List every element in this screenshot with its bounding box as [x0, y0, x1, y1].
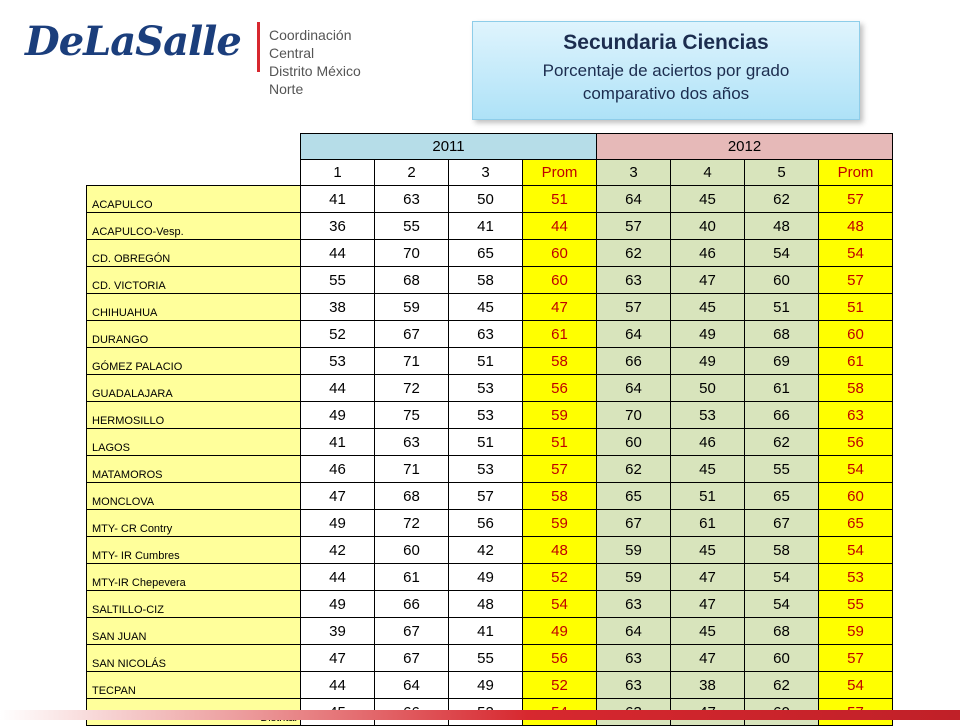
school-name-cell: MTY- IR Cumbres — [87, 537, 301, 564]
score-cell: 66 — [745, 402, 819, 429]
score-cell: 61 — [523, 321, 597, 348]
subtitle-line-1: Porcentaje de aciertos por grado — [542, 61, 790, 80]
score-cell: 66 — [375, 591, 449, 618]
score-cell: 38 — [301, 294, 375, 321]
score-cell: 60 — [597, 429, 671, 456]
year-header-2012: 2012 — [597, 134, 893, 160]
score-cell: 47 — [671, 267, 745, 294]
score-cell: 45 — [449, 294, 523, 321]
score-cell: 70 — [597, 402, 671, 429]
header-blank-cell — [87, 160, 301, 186]
score-cell: 61 — [671, 510, 745, 537]
score-cell: 40 — [671, 213, 745, 240]
score-cell: 75 — [375, 402, 449, 429]
score-cell: 63 — [597, 645, 671, 672]
score-cell: 47 — [671, 564, 745, 591]
score-cell: 72 — [375, 510, 449, 537]
school-name-cell: LAGOS — [87, 429, 301, 456]
score-cell: 52 — [523, 672, 597, 699]
logo-coordination-text — [269, 26, 385, 98]
score-cell: 52 — [523, 564, 597, 591]
table-row — [87, 564, 893, 591]
score-cell: 58 — [745, 537, 819, 564]
score-cell: 58 — [819, 375, 893, 402]
score-cell: 44 — [301, 564, 375, 591]
score-cell: 60 — [819, 321, 893, 348]
score-cell: 41 — [449, 618, 523, 645]
score-cell: 63 — [375, 186, 449, 213]
grade-header-cell: Prom — [819, 160, 893, 186]
table-row — [87, 348, 893, 375]
subtitle-line-2: comparativo dos años — [582, 84, 750, 103]
score-cell: 48 — [819, 213, 893, 240]
grade-header-cell: 4 — [671, 160, 745, 186]
score-cell: 64 — [597, 375, 671, 402]
school-name-cell: DURANGO — [87, 321, 301, 348]
table-row — [87, 294, 893, 321]
score-cell: 63 — [449, 321, 523, 348]
score-cell: 47 — [671, 591, 745, 618]
score-cell: 63 — [819, 402, 893, 429]
logo-divider — [257, 22, 260, 72]
score-cell: 71 — [375, 348, 449, 375]
score-cell: 41 — [301, 186, 375, 213]
score-cell: 60 — [745, 645, 819, 672]
table-row — [87, 483, 893, 510]
score-cell: 41 — [301, 429, 375, 456]
score-cell: 54 — [819, 456, 893, 483]
score-cell: 54 — [745, 564, 819, 591]
results-table — [86, 133, 893, 726]
score-cell: 57 — [449, 483, 523, 510]
score-cell: 61 — [745, 375, 819, 402]
score-cell: 53 — [449, 456, 523, 483]
score-cell: 49 — [301, 402, 375, 429]
score-cell: 51 — [745, 294, 819, 321]
school-name-cell: CD. OBREGÓN — [87, 240, 301, 267]
score-cell: 64 — [597, 321, 671, 348]
school-name-cell: MATAMOROS — [87, 456, 301, 483]
score-cell: 63 — [597, 267, 671, 294]
score-cell: 49 — [449, 672, 523, 699]
score-cell: 44 — [301, 240, 375, 267]
score-cell: 59 — [375, 294, 449, 321]
score-cell: 38 — [671, 672, 745, 699]
grade-header-cell: 3 — [449, 160, 523, 186]
school-name-cell: MTY- CR Contry — [87, 510, 301, 537]
score-cell: 58 — [449, 267, 523, 294]
score-cell: 47 — [671, 645, 745, 672]
score-cell: 59 — [819, 618, 893, 645]
table-row — [87, 213, 893, 240]
score-cell: 55 — [375, 213, 449, 240]
score-cell: 54 — [745, 240, 819, 267]
score-cell: 47 — [301, 483, 375, 510]
score-cell: 53 — [449, 375, 523, 402]
score-cell: 50 — [449, 186, 523, 213]
school-name-cell: HERMOSILLO — [87, 402, 301, 429]
delasalle-logo — [25, 18, 385, 97]
score-cell: 53 — [671, 402, 745, 429]
score-cell: 62 — [745, 672, 819, 699]
score-cell: 49 — [671, 321, 745, 348]
score-cell: 67 — [375, 321, 449, 348]
school-name-cell: GUADALAJARA — [87, 375, 301, 402]
score-cell: 51 — [523, 186, 597, 213]
score-cell: 56 — [523, 645, 597, 672]
grade-header-cell: 1 — [301, 160, 375, 186]
coord-line-1: Coordinación Central — [269, 27, 352, 61]
score-cell: 44 — [523, 213, 597, 240]
table-row — [87, 267, 893, 294]
score-cell: 68 — [745, 321, 819, 348]
score-cell: 71 — [375, 456, 449, 483]
score-cell: 54 — [745, 591, 819, 618]
score-cell: 64 — [375, 672, 449, 699]
score-cell: 51 — [449, 348, 523, 375]
school-name-cell: ACAPULCO — [87, 186, 301, 213]
table-row — [87, 321, 893, 348]
score-cell: 41 — [449, 213, 523, 240]
score-cell: 70 — [375, 240, 449, 267]
score-cell: 48 — [745, 213, 819, 240]
table-row — [87, 591, 893, 618]
score-cell: 60 — [523, 267, 597, 294]
score-cell: 67 — [375, 618, 449, 645]
score-cell: 65 — [819, 510, 893, 537]
table-row — [87, 672, 893, 699]
score-cell: 60 — [745, 267, 819, 294]
score-cell: 48 — [523, 537, 597, 564]
year-header-row — [87, 134, 893, 160]
table-row — [87, 456, 893, 483]
school-name-cell: MTY-IR Chepevera — [87, 564, 301, 591]
score-cell: 58 — [523, 483, 597, 510]
score-cell: 36 — [301, 213, 375, 240]
score-cell: 65 — [449, 240, 523, 267]
score-cell: 55 — [819, 591, 893, 618]
table-row — [87, 240, 893, 267]
table-row — [87, 537, 893, 564]
score-cell: 63 — [597, 672, 671, 699]
score-cell: 51 — [523, 429, 597, 456]
score-cell: 60 — [523, 240, 597, 267]
score-cell: 48 — [449, 591, 523, 618]
score-cell: 53 — [819, 564, 893, 591]
score-cell: 64 — [597, 618, 671, 645]
score-cell: 67 — [745, 510, 819, 537]
score-cell: 53 — [449, 402, 523, 429]
year-header-2011: 2011 — [301, 134, 597, 160]
coord-line-2: Distrito México Norte — [269, 63, 361, 97]
score-cell: 59 — [523, 402, 597, 429]
bottom-decorative-bar — [0, 710, 960, 720]
score-cell: 51 — [449, 429, 523, 456]
school-name-cell: SALTILLO-CIZ — [87, 591, 301, 618]
score-cell: 57 — [819, 267, 893, 294]
score-cell: 47 — [301, 645, 375, 672]
table-row — [87, 618, 893, 645]
score-cell: 55 — [301, 267, 375, 294]
score-cell: 49 — [449, 564, 523, 591]
score-cell: 46 — [671, 429, 745, 456]
score-cell: 59 — [597, 537, 671, 564]
score-cell: 46 — [301, 456, 375, 483]
score-cell: 59 — [597, 564, 671, 591]
header-blank-cell — [87, 134, 301, 160]
school-name-cell: CHIHUAHUA — [87, 294, 301, 321]
score-cell: 42 — [301, 537, 375, 564]
grade-header-cell: 5 — [745, 160, 819, 186]
score-cell: 62 — [745, 429, 819, 456]
grade-header-row — [87, 160, 893, 186]
score-cell: 45 — [671, 186, 745, 213]
score-cell: 45 — [671, 618, 745, 645]
score-cell: 60 — [375, 537, 449, 564]
score-cell: 55 — [449, 645, 523, 672]
score-cell: 57 — [819, 645, 893, 672]
slide-title: Secundaria Ciencias — [563, 31, 769, 54]
score-cell: 45 — [671, 456, 745, 483]
logo-brand-text: DeLaSalle — [25, 18, 241, 65]
score-cell: 56 — [819, 429, 893, 456]
table-row — [87, 429, 893, 456]
score-cell: 60 — [819, 483, 893, 510]
score-cell: 63 — [597, 591, 671, 618]
score-cell: 68 — [375, 483, 449, 510]
score-cell: 61 — [819, 348, 893, 375]
table-row — [87, 375, 893, 402]
score-cell: 62 — [597, 240, 671, 267]
score-cell: 49 — [301, 591, 375, 618]
table-row — [87, 510, 893, 537]
score-cell: 54 — [819, 240, 893, 267]
score-cell: 68 — [375, 267, 449, 294]
score-cell: 52 — [301, 321, 375, 348]
slide-subtitle — [473, 59, 859, 105]
school-name-cell: TECPAN — [87, 672, 301, 699]
table-row — [87, 645, 893, 672]
score-cell: 54 — [523, 591, 597, 618]
score-cell: 46 — [671, 240, 745, 267]
score-cell: 54 — [819, 537, 893, 564]
score-cell: 50 — [671, 375, 745, 402]
grade-header-cell: 2 — [375, 160, 449, 186]
score-cell: 54 — [819, 672, 893, 699]
score-cell: 47 — [523, 294, 597, 321]
table-row — [87, 402, 893, 429]
score-cell: 62 — [745, 186, 819, 213]
school-name-cell: GÓMEZ PALACIO — [87, 348, 301, 375]
score-cell: 44 — [301, 672, 375, 699]
score-cell: 49 — [523, 618, 597, 645]
score-cell: 45 — [671, 537, 745, 564]
school-name-cell: SAN NICOLÁS — [87, 645, 301, 672]
score-cell: 61 — [375, 564, 449, 591]
school-name-cell: CD. VICTORIA — [87, 267, 301, 294]
score-cell: 56 — [523, 375, 597, 402]
score-cell: 44 — [301, 375, 375, 402]
title-box — [472, 21, 860, 120]
score-cell: 72 — [375, 375, 449, 402]
table-row — [87, 186, 893, 213]
score-cell: 55 — [745, 456, 819, 483]
score-cell: 65 — [597, 483, 671, 510]
school-name-cell: SAN JUAN — [87, 618, 301, 645]
score-cell: 57 — [597, 294, 671, 321]
score-cell: 49 — [671, 348, 745, 375]
score-cell: 67 — [597, 510, 671, 537]
score-cell: 57 — [523, 456, 597, 483]
score-cell: 51 — [671, 483, 745, 510]
score-cell: 39 — [301, 618, 375, 645]
score-cell: 57 — [819, 186, 893, 213]
school-name-cell: ACAPULCO-Vesp. — [87, 213, 301, 240]
score-cell: 63 — [375, 429, 449, 456]
score-cell: 49 — [301, 510, 375, 537]
score-cell: 51 — [819, 294, 893, 321]
score-cell: 67 — [375, 645, 449, 672]
score-cell: 58 — [523, 348, 597, 375]
score-cell: 42 — [449, 537, 523, 564]
score-cell: 56 — [449, 510, 523, 537]
score-cell: 65 — [745, 483, 819, 510]
score-cell: 62 — [597, 456, 671, 483]
school-name-cell: MONCLOVA — [87, 483, 301, 510]
grade-header-cell: 3 — [597, 160, 671, 186]
grade-header-cell: Prom — [523, 160, 597, 186]
score-cell: 57 — [597, 213, 671, 240]
score-cell: 53 — [301, 348, 375, 375]
score-cell: 69 — [745, 348, 819, 375]
score-cell: 68 — [745, 618, 819, 645]
score-cell: 64 — [597, 186, 671, 213]
score-cell: 59 — [523, 510, 597, 537]
score-cell: 66 — [597, 348, 671, 375]
score-cell: 45 — [671, 294, 745, 321]
